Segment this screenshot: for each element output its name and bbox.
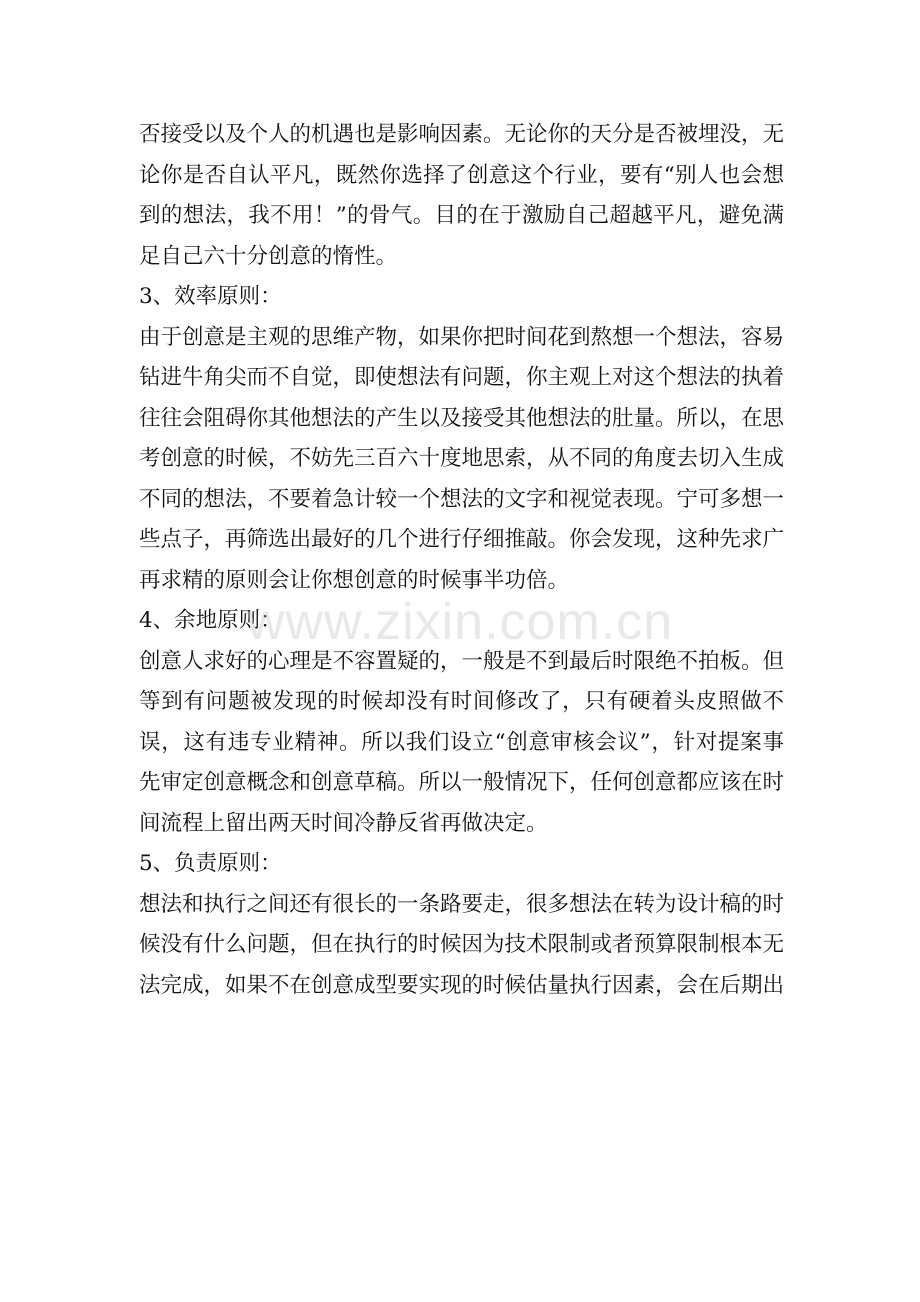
document-body	[139, 115, 784, 1006]
body-paragraph-2: 由于创意是主观的思维产物，如果你把时间花到熬想一个想法，容易钻进牛角尖而不自觉，即使想法有问题，你主观上对这个想法的执着往往会阻碍你其他想法的产生以及接受其他想法的肚量。所以，在思考创意的时候，不妨先三百六十度地思索，从不同的角度去切入生成不同的想法，不要着急计较一个想法的文字和视觉表现。宁可多想一些点子，再筛选出最好的几个进行仔细推敲。你会发现，这种先求广再求精的原则会让你想创意的时候事半功倍。	[139, 324, 785, 593]
section-heading-margin: 4、余地原则：	[139, 608, 282, 633]
section-heading-responsibility: 5、负责原则：	[139, 851, 282, 876]
section-heading-efficiency: 3、效率原则：	[139, 284, 282, 309]
body-paragraph-4: 想法和执行之间还有很长的一条路要走，很多想法在转为设计稿的时候没有什么问题，但在执行的时候因为技术限制或者预算限制根本无法完成，如果不在创意成型要实现的时候估量执行因素，会在后期出	[139, 891, 785, 998]
watermark: www.zixin.com.cn	[246, 593, 674, 651]
body-paragraph-3: 创意人求好的心理是不容置疑的，一般是不到最后时限绝不拍板。但等到有问题被发现的时候却没有时间修改了，只有硬着头皮照做不误，这有违专业精神。所以我们设立“创意审核会议”，针对提案事先审定创意概念和创意草稿。所以一般情况下，任何创意都应该在时间流程上留出两天时间冷静反省再做决定。	[139, 648, 785, 836]
body-paragraph-1: 否接受以及个人的机遇也是影响因素。无论你的天分是否被埋没，无论你是否自认平凡，既然你选择了创意这个行业，要有“别人也会想到的想法，我不用！”的骨气。目的在于激励自己超越平凡，避免满足自己六十分创意的惰性。	[139, 122, 785, 269]
